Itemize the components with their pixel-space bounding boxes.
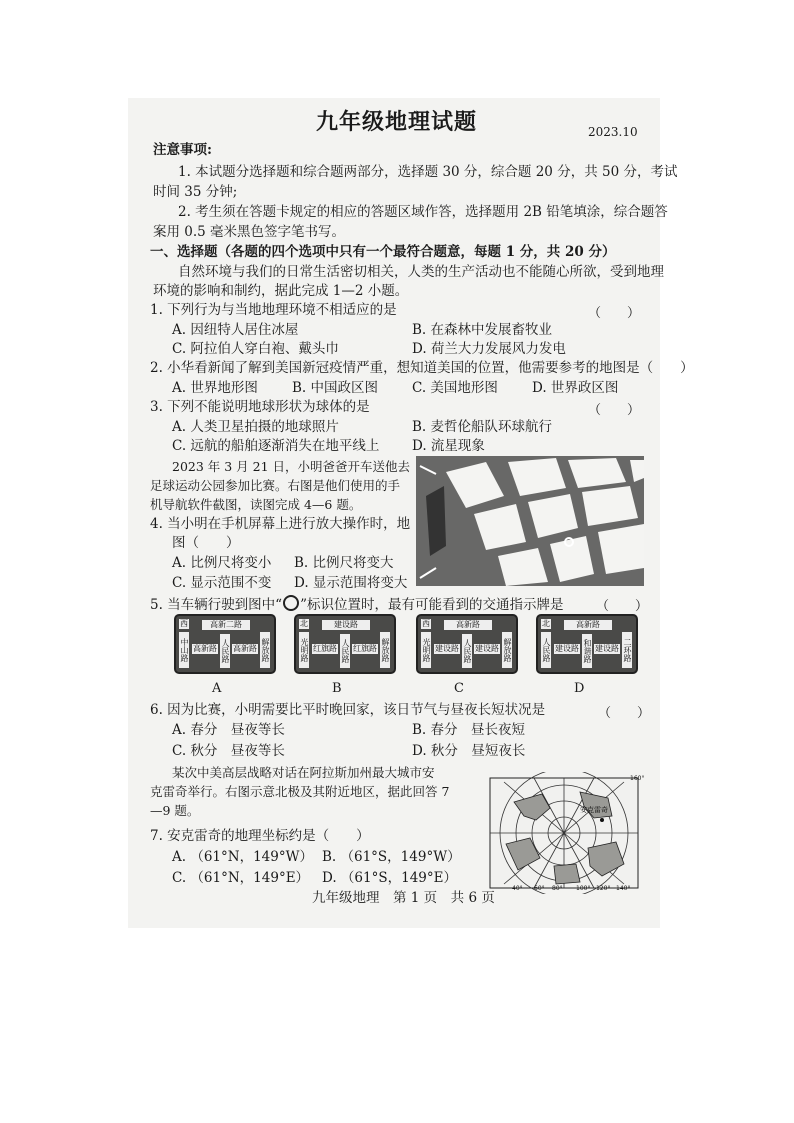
q1-option-a: A. 因纽特人居住冰屋 xyxy=(172,322,299,338)
q7-option-c: C. （61°N，149°E） xyxy=(172,870,310,886)
q5-stem xyxy=(150,595,563,613)
intro79-line-1: 某次中美高层战略对话在阿拉斯加州最大城市安 xyxy=(172,765,435,780)
sign-dir: 西 xyxy=(180,619,188,628)
q6-option-c: C. 秋分 昼夜等长 xyxy=(172,743,285,759)
q1-option-b: B. 在森林中发展畜牧业 xyxy=(412,322,553,338)
sign-dir: 北 xyxy=(300,619,308,628)
sign-mid-left: 高新路 xyxy=(193,644,217,653)
q1-option-c: C. 阿拉伯人穿白袍、戴头巾 xyxy=(172,341,339,357)
q6-option-b: B. 春分 昼长夜短 xyxy=(412,722,526,738)
q2-option-a: A. 世界地形图 xyxy=(172,380,258,396)
sign-left-road: 中山路 xyxy=(179,632,189,668)
notice-line-2: 2. 考生须在答题卡规定的相应的答题区域作答，选择题用 2B 铅笔填涂，综合题答 xyxy=(178,204,668,220)
q7-option-d: D. （61°S，149°E） xyxy=(322,870,457,886)
polar-map-tick-label: 120° xyxy=(596,885,611,892)
sign-dir: 北 xyxy=(542,619,550,628)
intro46-line-3: 机导航软件截图，读图完成 4—6 题。 xyxy=(150,497,362,512)
sign-option-letter: B xyxy=(332,681,342,696)
polar-map-tick-label: 160° xyxy=(630,775,644,782)
q4-stem: 4. 当小明在手机屏幕上进行放大操作时，地 xyxy=(150,516,411,532)
q3-stem: 3. 下列不能说明地球形状为球体的是 xyxy=(150,399,370,415)
sign-right-road: 二环路 xyxy=(622,632,632,668)
section-intro-2: 环境的影响和制约，据此完成 1—2 小题。 xyxy=(153,283,409,299)
q3-option-d: D. 流星现象 xyxy=(412,438,485,454)
sign-option-letter: C xyxy=(454,681,464,696)
exam-date: 2023.10 xyxy=(588,125,638,139)
q4-option-b: B. 比例尺将变大 xyxy=(294,555,394,571)
sign-left-road: 光明路 xyxy=(421,632,431,668)
section-intro-1: 自然环境与我们的日常生活密切相关，人类的生产活动也不能随心所欲，受到地理 xyxy=(178,264,664,280)
sign-option-letter: A xyxy=(212,681,222,696)
intro46-line-2: 足球运动公园参加比赛。右图是他们使用的手 xyxy=(150,478,401,493)
q1-option-d: D. 荷兰大力发展风力发电 xyxy=(412,341,566,357)
sign-mid-right: 高新路 xyxy=(233,644,257,653)
notice-line-1b: 时间 35 分钟; xyxy=(153,184,238,200)
sign-top-road: 高新二路 xyxy=(202,620,250,630)
notice-heading: 注意事项: xyxy=(153,142,212,158)
page-footer: 九年级地理 第 1 页 共 6 页 xyxy=(312,890,495,906)
q5-answer-paren: （ ） xyxy=(596,599,649,614)
q6-option-d: D. 秋分 昼短夜长 xyxy=(412,743,526,759)
sign-right-road: 解放路 xyxy=(260,632,270,668)
q5-stem-start: 5. 当车辆行驶到图中“ xyxy=(150,597,283,613)
q6-stem: 6. 因为比赛，小明需要比平时晚回家，该日节气与昼夜长短状况是 xyxy=(150,702,546,718)
polar-map-tick-label: 80° xyxy=(552,885,563,892)
q2-option-c: C. 美国地形图 xyxy=(412,380,498,396)
polar-map-tick-label: 100° xyxy=(576,885,591,892)
sign-right-road: 解放路 xyxy=(380,632,390,668)
q2-stem: 2. 小华看新闻了解到美国新冠疫情严重，想知道美国的位置，他需要参考的地图是（ ） xyxy=(150,360,694,376)
sign-left-road: 人民路 xyxy=(541,632,551,668)
sign-top-road: 建设路 xyxy=(322,620,370,630)
q5-stem-end: ”标识位置时，最有可能看到的交通指示牌是 xyxy=(300,597,564,613)
sign-center-road: 和谐路 xyxy=(582,634,592,668)
q2-option-d: D. 世界政区图 xyxy=(532,380,619,396)
sign-mid-right: 建设路 xyxy=(595,644,619,653)
sign-mid-left: 建设路 xyxy=(555,644,579,653)
notice-line-2b: 案用 0.5 毫米黑色签字笔书写。 xyxy=(153,224,346,240)
q4-option-d: D. 显示范围将变大 xyxy=(294,575,408,591)
q2-option-b: B. 中国政区图 xyxy=(292,380,379,396)
q7-stem: 7. 安克雷奇的地理坐标约是（ ） xyxy=(150,828,370,844)
traffic-sign-c xyxy=(416,614,518,674)
q4-option-c: C. 显示范围不变 xyxy=(172,575,272,591)
polar-map-label: 安克雷奇 xyxy=(580,806,608,814)
intro79-line-3: —9 题。 xyxy=(150,803,200,818)
sign-mid-right: 建设路 xyxy=(475,644,499,653)
sign-right-road: 解放路 xyxy=(502,632,512,668)
sign-center-road: 人民路 xyxy=(340,634,350,668)
q4-stem-2: 图（ ） xyxy=(172,535,240,551)
q1-stem: 1. 下列行为与当地地理环境不相适应的是 xyxy=(150,302,397,318)
traffic-sign-b xyxy=(294,614,396,674)
intro79-line-2: 克雷奇举行。右图示意北极及其附近地区，据此回答 7 xyxy=(150,784,450,799)
polar-map-tick-label: 140° xyxy=(616,885,631,892)
sign-dir: 西 xyxy=(422,619,430,628)
traffic-sign-a xyxy=(174,614,276,674)
q3-option-a: A. 人类卫星拍摄的地球照片 xyxy=(172,419,339,435)
q6-answer-paren: （ ） xyxy=(598,706,651,721)
polar-map xyxy=(484,772,644,894)
sign-option-letter: D xyxy=(574,681,585,696)
sign-mid-left: 建设路 xyxy=(435,644,459,653)
sign-left-road: 光明路 xyxy=(299,632,309,668)
q7-option-b: B. （61°S，149°W） xyxy=(322,849,461,865)
polar-map-tick-label: 60° xyxy=(534,885,545,892)
compass-marker-icon xyxy=(283,595,299,611)
q3-answer-paren: （ ） xyxy=(588,403,641,418)
q1-answer-paren: （ ） xyxy=(588,306,641,321)
q3-option-c: C. 远航的船舶逐渐消失在地平线上 xyxy=(172,438,380,454)
sign-mid-left: 红旗路 xyxy=(313,644,337,653)
q3-option-b: B. 麦哲伦船队环球航行 xyxy=(412,419,553,435)
notice-line-1: 1. 本试题分选择题和综合题两部分，选择题 30 分，综合题 20 分，共 50 分，考试 xyxy=(178,164,678,180)
section-heading: 一、选择题（各题的四个选项中只有一个最符合题意，每题 1 分，共 20 分） xyxy=(150,244,616,260)
traffic-sign-d xyxy=(536,614,638,674)
q6-option-a: A. 春分 昼夜等长 xyxy=(172,722,285,738)
sign-center-road: 人民路 xyxy=(220,634,230,668)
sign-top-road: 高新路 xyxy=(444,620,492,630)
sign-center-road: 人民路 xyxy=(462,634,472,668)
sign-mid-right: 红旗路 xyxy=(353,644,377,653)
intro46-line-1: 2023 年 3 月 21 日，小明爸爸开车送他去 xyxy=(172,459,411,474)
polar-map-tick-label: 40° xyxy=(512,885,523,892)
sign-top-road: 高新路 xyxy=(564,620,612,630)
navigation-map xyxy=(416,456,644,586)
q4-option-a: A. 比例尺将变小 xyxy=(172,555,272,571)
q7-option-a: A. （61°N，149°W） xyxy=(172,849,313,865)
page-title: 九年级地理试题 xyxy=(316,109,478,135)
